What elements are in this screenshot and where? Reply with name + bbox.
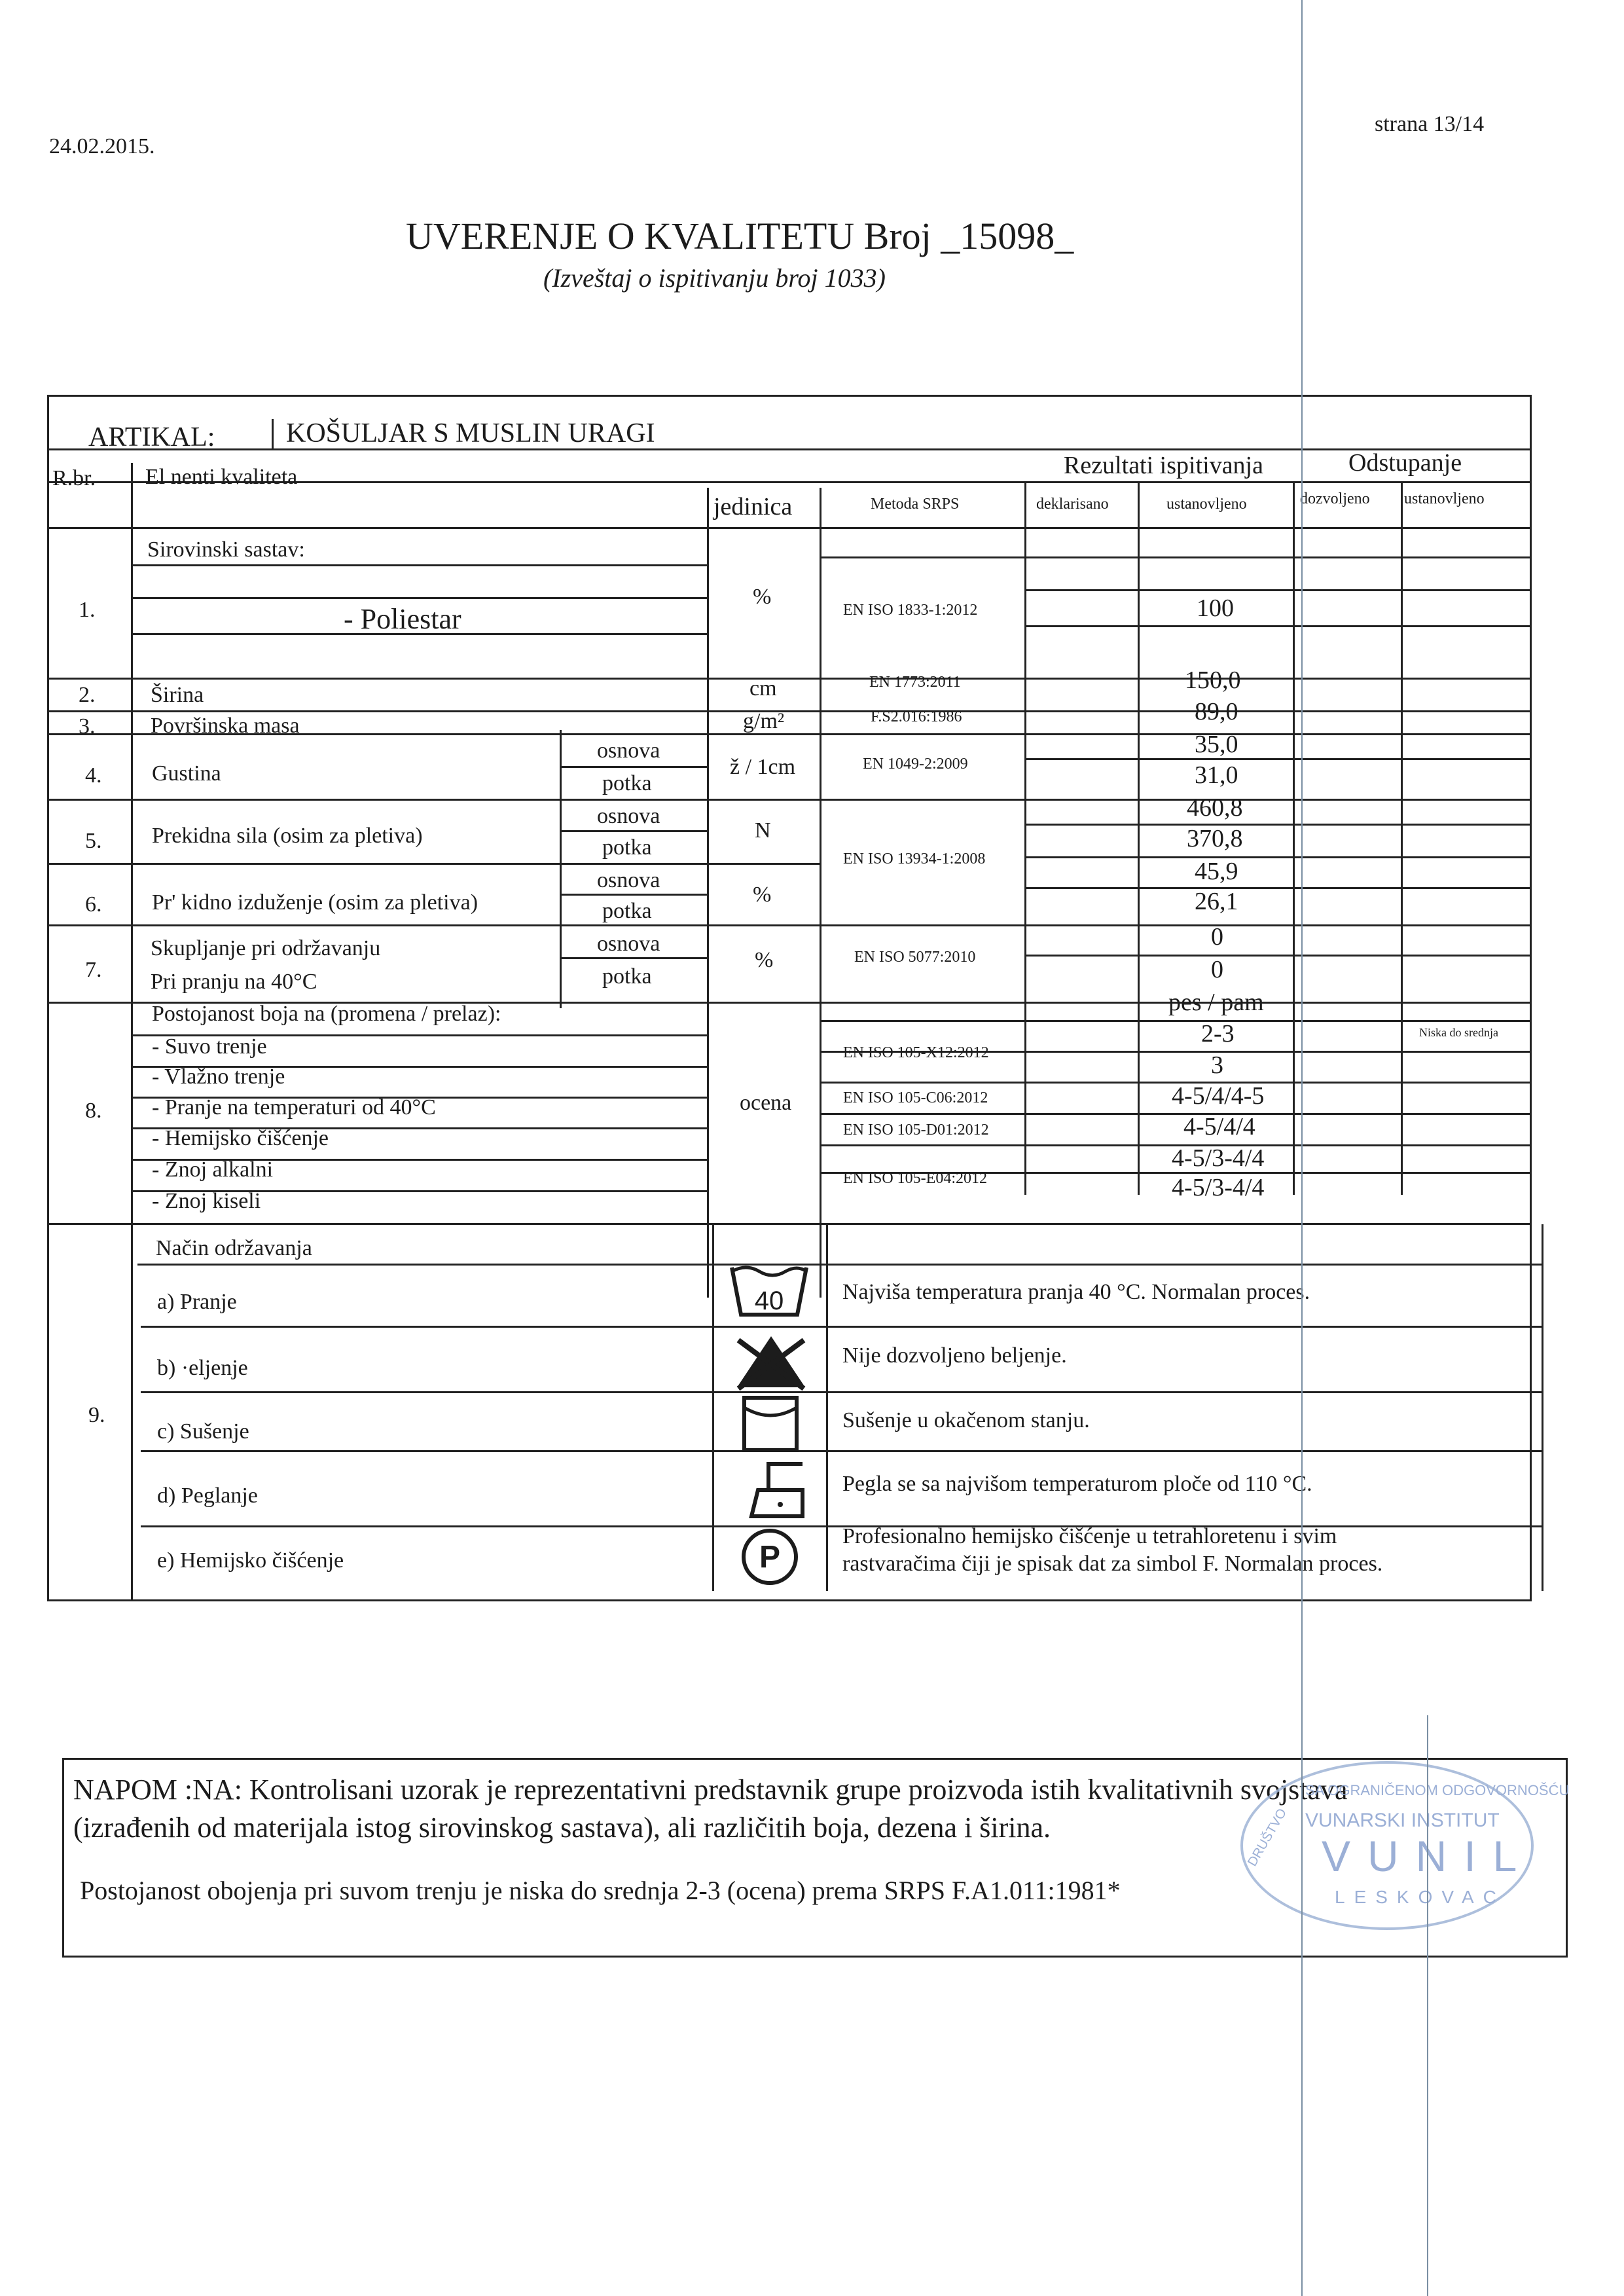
- row-7-number: 7.: [85, 958, 102, 982]
- divider: [1293, 481, 1295, 1195]
- row-8-item-name: - Znoj alkalni: [152, 1157, 274, 1182]
- row-4-method: EN 1049-2:2009: [863, 756, 968, 773]
- row-4-name: Gustina: [152, 761, 221, 786]
- row-7-method: EN ISO 5077:2010: [854, 949, 976, 966]
- row-7-name-1: Skupljanje pri održavanju: [151, 936, 381, 960]
- divider: [1024, 856, 1532, 858]
- col-method: Metoda SRPS: [871, 496, 960, 513]
- row-9-title: Način održavanja: [156, 1236, 312, 1260]
- care-item-name: e) Hemijsko čišćenje: [157, 1548, 344, 1573]
- row-8-method: EN ISO 105-E04:2012: [843, 1170, 987, 1187]
- row-6-value-potka: 26,1: [1195, 888, 1238, 915]
- divider: [820, 488, 821, 1298]
- divider: [826, 1224, 828, 1591]
- row-8-item-name: - Znoj kiseli: [152, 1189, 261, 1213]
- row-8-item-value: 4-5/4/4: [1183, 1113, 1255, 1140]
- row-7-osnova: osnova: [597, 932, 660, 956]
- row-5-value-potka: 370,8: [1187, 825, 1243, 852]
- row-1-value: 100: [1197, 594, 1234, 622]
- divider: [560, 766, 707, 768]
- divider: [141, 1391, 1542, 1393]
- note-line-2: (izrađenih od materijala istog sirovinskog sastava), ali različitih boja, dezena i širina.: [73, 1812, 1051, 1844]
- col-rbr: R.br.: [52, 466, 96, 490]
- divider: [1024, 887, 1532, 889]
- col-unit: jedinica: [713, 493, 793, 520]
- row-7-potka: potka: [602, 964, 652, 989]
- row-4-potka: potka: [602, 771, 652, 795]
- divider: [1024, 955, 1532, 957]
- row-1-method: EN ISO 1833-1:2012: [843, 602, 978, 619]
- divider: [1024, 589, 1532, 591]
- dry-clean-letter: P: [759, 1540, 781, 1575]
- col-measured: ustanovljeno: [1166, 496, 1247, 513]
- row-3-unit: g/m²: [743, 709, 785, 733]
- row-3-method: F.S2.016:1986: [871, 708, 962, 725]
- col-element: El nenti kvaliteta: [145, 465, 298, 489]
- row-8-number: 8.: [85, 1099, 102, 1123]
- row-6-name: Pr' kidno izduženje (osim za pletiva): [152, 890, 478, 915]
- row-6-potka: potka: [602, 899, 652, 923]
- row-4-unit: ž / 1cm: [730, 755, 796, 779]
- page-number: strana 13/14: [1375, 112, 1485, 136]
- divider: [707, 488, 709, 1298]
- row-1-sub: - Poliestar: [344, 603, 461, 635]
- row-4-osnova: osnova: [597, 738, 660, 763]
- row-6-unit: %: [753, 883, 772, 907]
- scan-line: [1427, 1715, 1428, 2296]
- care-item-text: Profesionalno hemijsko čišćenje u tetrahloretenu i svim: [842, 1524, 1337, 1548]
- divider: [820, 1020, 1532, 1022]
- row-8-item-value: 2-3: [1201, 1020, 1235, 1048]
- divider: [47, 527, 1532, 529]
- divider: [1542, 1224, 1543, 1591]
- col-measured-deviation: ustanovljeno: [1404, 490, 1485, 507]
- care-item-name: c) Sušenje: [157, 1419, 249, 1444]
- row-8-method: EN ISO 105-D01:2012: [843, 1121, 989, 1139]
- row-4-value-potka: 31,0: [1195, 761, 1238, 789]
- row-3-value: 89,0: [1195, 698, 1238, 725]
- divider: [47, 799, 1532, 801]
- row-1-title: Sirovinski sastav:: [147, 538, 305, 562]
- row-8-title: Postojanost boja na (promena / prelaz):: [152, 1002, 501, 1026]
- care-item-name: d) Peglanje: [157, 1484, 258, 1508]
- divider: [47, 1223, 1532, 1225]
- care-item-text-2: rastvaračima čiji je spisak dat za simbol F. Normalan proces.: [842, 1552, 1383, 1576]
- row-4-number: 4.: [85, 763, 102, 788]
- divider: [131, 564, 707, 566]
- article-label: ARTIKAL:: [88, 422, 215, 452]
- row-8-unit: ocena: [740, 1091, 792, 1115]
- row-5-6-method: EN ISO 13934-1:2008: [843, 850, 986, 867]
- care-item-name: b) ·eljenje: [157, 1356, 248, 1380]
- row-8-method: EN ISO 105-X12:2012: [843, 1044, 989, 1061]
- note-line-1: NAPOM :NA: Kontrolisani uzorak je reprezentativni predstavnik grupe proizvoda istih kvalitativnih svojstava: [73, 1774, 1348, 1806]
- care-item-text: Nije dozvoljeno beljenje.: [842, 1343, 1067, 1368]
- row-8-item-value: 4-5/3-4/4: [1172, 1144, 1265, 1172]
- report-date: 24.02.2015.: [49, 134, 155, 158]
- divider: [47, 863, 820, 865]
- row-5-value-osnova: 460,8: [1187, 794, 1243, 822]
- no-bleach-icon: [732, 1332, 810, 1391]
- row-2-number: 2.: [79, 683, 96, 707]
- care-item-text: Pegla se sa najvišom temperaturom ploče od 110 °C.: [842, 1472, 1312, 1496]
- divider: [47, 678, 1532, 680]
- row-3-name: Površinska masa: [151, 714, 300, 738]
- row-5-unit: N: [755, 818, 771, 843]
- divider: [1024, 481, 1026, 1195]
- document-title: UVERENJE O KVALITETU Broj _15098_: [406, 215, 1074, 257]
- col-declared: deklarisano: [1036, 496, 1109, 513]
- stamp-top: SA OGRANIČENOM ODGOVORNOŠĆU: [1305, 1782, 1570, 1798]
- row-8-item-name: - Vlažno trenje: [152, 1065, 285, 1089]
- row-8-item-value: 4-5/4/4-5: [1172, 1082, 1265, 1110]
- scan-line: [1301, 0, 1303, 2296]
- row-6-value-osnova: 45,9: [1195, 858, 1238, 885]
- row-8-item-name: - Pranje na temperaturi od 40°C: [152, 1095, 436, 1120]
- row-8-item-note: Niska do srednja: [1419, 1026, 1498, 1039]
- divider: [820, 556, 1532, 558]
- stamp-middle: VUNARSKI INSTITUT: [1305, 1810, 1500, 1831]
- divider: [712, 1224, 714, 1591]
- divider: [820, 1113, 1532, 1115]
- divider: [47, 924, 1532, 926]
- divider: [1024, 625, 1532, 627]
- row-7-name-2: Pri pranju na 40°C: [151, 970, 317, 994]
- dry-clean-p-icon: [738, 1525, 801, 1588]
- divider: [47, 710, 1532, 712]
- row-8-head-value: pes / pam: [1168, 989, 1264, 1016]
- col-results: Rezultati ispitivanja: [1064, 452, 1263, 479]
- stamp-side: DRUŠTVO: [1245, 1806, 1290, 1869]
- article-value: KOŠULJAR S MUSLIN URAGI: [286, 418, 655, 448]
- divider: [560, 894, 707, 896]
- row-5-name: Prekidna sila (osim za pletiva): [152, 824, 423, 848]
- care-item-text: Najviša temperatura pranja 40 °C. Normalan proces.: [842, 1280, 1310, 1304]
- line-dry-icon: [741, 1394, 800, 1453]
- note-line-3: Postojanost obojenja pri suvom trenju je niska do srednja 2-3 (ocena) prema SRPS F.A1.011:1981*: [80, 1876, 1121, 1905]
- divider: [1401, 481, 1403, 1195]
- stamp-bottom: LESKOVAC: [1335, 1887, 1506, 1907]
- divider: [560, 830, 707, 832]
- iron-icon: [740, 1459, 812, 1521]
- document-subtitle: (Izveštaj o ispitivanju broj 1033): [543, 263, 886, 293]
- institute-stamp: [1240, 1761, 1570, 1930]
- wash-40-icon: [727, 1262, 812, 1321]
- divider: [272, 419, 274, 450]
- row-3-number: 3.: [79, 714, 96, 738]
- row-5-potka: potka: [602, 835, 652, 860]
- divider: [1024, 824, 1532, 826]
- row-2-unit: cm: [749, 676, 777, 701]
- divider: [47, 448, 1532, 450]
- wash-temperature: 40: [754, 1286, 784, 1315]
- col-deviation: Odstupanje: [1348, 449, 1462, 477]
- row-8-method: EN ISO 105-C06:2012: [843, 1089, 988, 1106]
- divider: [560, 730, 562, 1008]
- row-2-name: Širina: [151, 683, 204, 707]
- divider: [560, 957, 707, 959]
- row-7-unit: %: [755, 948, 774, 972]
- care-item-name: a) Pranje: [157, 1290, 237, 1314]
- row-8-item-name: - Suvo trenje: [152, 1034, 267, 1059]
- row-6-osnova: osnova: [597, 868, 660, 892]
- row-4-value-osnova: 35,0: [1195, 731, 1238, 758]
- row-6-number: 6.: [85, 892, 102, 917]
- divider: [1138, 481, 1140, 1195]
- row-1-number: 1.: [79, 598, 96, 622]
- row-5-number: 5.: [85, 829, 102, 853]
- row-1-unit: %: [753, 585, 772, 609]
- row-7-value-osnova: 0: [1211, 923, 1223, 951]
- care-item-text: Sušenje u okačenom stanju.: [842, 1408, 1090, 1432]
- row-5-osnova: osnova: [597, 804, 660, 828]
- row-2-value: 150,0: [1185, 666, 1241, 694]
- col-allowed: dozvoljeno: [1300, 490, 1370, 507]
- row-7-value-potka: 0: [1211, 956, 1223, 983]
- row-8-item-value: 4-5/3-4/4: [1172, 1174, 1265, 1201]
- row-8-item-value: 3: [1211, 1051, 1223, 1079]
- divider: [131, 597, 707, 599]
- divider: [141, 1450, 1542, 1452]
- divider: [1024, 758, 1532, 760]
- row-9-number: 9.: [88, 1403, 105, 1427]
- row-8-item-name: - Hemijsko čišćenje: [152, 1126, 329, 1150]
- divider: [137, 1264, 1542, 1266]
- stamp-name: VUNIL: [1322, 1832, 1534, 1880]
- row-2-method: EN 1773:2011: [869, 674, 961, 691]
- divider: [141, 1326, 1542, 1328]
